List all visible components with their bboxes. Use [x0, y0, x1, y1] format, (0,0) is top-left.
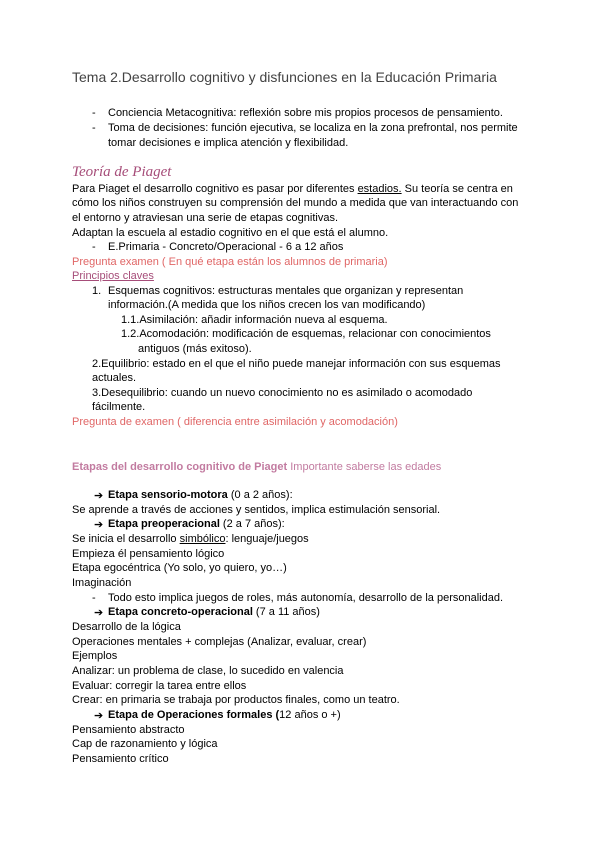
desequilibrio-line2: fácilmente.: [92, 401, 146, 413]
equilibrio-line1: 2.Equilibrio: estado en el que el niño puede manejar información con sus esquemas: [92, 358, 501, 370]
stage-name: Etapa preoperacional: [108, 518, 220, 530]
stage-age: (0 a 2 años):: [227, 489, 293, 501]
stage-concreto-operacional: [108, 606, 320, 619]
stage-preoperacional: [108, 518, 285, 531]
formales-line1: Pensamiento abstracto: [72, 724, 185, 736]
preoperacional-line2: Empieza él pensamiento lógico: [72, 548, 225, 560]
preoperacional-line4: Imaginación: [72, 577, 132, 589]
page-title: Tema 2.Desarrollo cognitivo y disfunciones en la Educación Primaria: [72, 69, 497, 85]
stage-operaciones-formales: [108, 709, 341, 722]
etapas-heading: [72, 461, 441, 474]
stage-name: Etapa concreto-operacional: [108, 606, 253, 618]
piaget-para1-line2: cómo los niños construyen su comprensión del mundo a medida que van interactuando con: [72, 197, 519, 209]
esquemas-line2: información.(A medida que los niños crecen los van modificando): [108, 299, 426, 311]
piaget-para2: Adaptan la escuela al estadio cognitivo en el que está el alumno.: [72, 227, 389, 239]
etapas-heading-title: Etapas del desarrollo cognitivo de Piaget: [72, 461, 288, 473]
formales-line3: Pensamiento crítico: [72, 753, 169, 765]
acomodacion-line2: antiguos (más exitoso).: [138, 343, 252, 355]
stage-sensoriomotora: [108, 489, 293, 502]
concreto-line1: Desarrollo de la lógica: [72, 621, 181, 633]
bullet-dash: -: [92, 241, 96, 253]
arrow-icon: ➔: [94, 607, 104, 619]
arrow-icon: ➔: [94, 490, 104, 502]
esquemas-line1: Esquemas cognitivos: estructuras mentales que organizan y representan: [108, 285, 464, 297]
arrow-icon: ➔: [94, 710, 104, 722]
sensoriomotora-desc: Se aprende a través de acciones y sentidos, implica estimulación sensorial.: [72, 504, 441, 516]
exam-question-1: Pregunta examen ( En qué etapa están los alumnos de primaria): [72, 256, 388, 268]
simbolico-text-a: Se inicia el desarrollo: [72, 533, 180, 545]
stage-name: Etapa de Operaciones formales (: [108, 709, 280, 721]
concreto-line3: Ejemplos: [72, 650, 118, 662]
desequilibrio-line1: 3.Desequilibrio: cuando un nuevo conocimiento no es asimilado o acomodado: [92, 387, 473, 399]
stage-age: 12 años o +): [279, 709, 341, 721]
formales-line2: Cap de razonamiento y lógica: [72, 738, 218, 750]
principios-heading: Principios claves: [72, 270, 154, 282]
bullet-dash: -: [92, 107, 96, 119]
arrow-icon: ➔: [94, 519, 104, 531]
piaget-para1-text-b: Su teoría se centra en: [401, 183, 513, 195]
etapas-heading-note: Importante saberse las edades: [287, 461, 442, 473]
stage-name: Etapa sensorio-motora: [108, 489, 228, 501]
preoperacional-bullet: Todo esto implica juegos de roles, más autonomía, desarrollo de la personalidad.: [108, 592, 504, 604]
concreto-line5: Evaluar: corregir la tarea entre ellos: [72, 680, 247, 692]
preoperacional-line1: [72, 533, 309, 546]
piaget-heading: Teoría de Piaget: [72, 164, 172, 180]
piaget-para1-line3: el entorno y atraviesan una serie de etapas cognitivas.: [72, 212, 338, 224]
asimilacion-item: 1.1.Asimilación: añadir información nueva al esquema.: [121, 314, 388, 326]
bullet-decisiones-line2: tomar decisiones e implica atención y flexibilidad.: [108, 137, 349, 149]
primaria-stage-note: E.Primaria - Concreto/Operacional - 6 a 12 años: [108, 241, 344, 253]
acomodacion-line1: 1.2.Acomodación: modificación de esquemas, relacionar con conocimientos: [121, 328, 491, 340]
list-number-1: 1.: [92, 285, 102, 297]
estadios-term: estadios.: [357, 183, 402, 195]
bullet-metacognitiva: Conciencia Metacognitiva: reflexión sobre mis propios procesos de pensamiento.: [108, 107, 503, 119]
simbolico-text-b: : lenguaje/juegos: [225, 533, 309, 545]
piaget-para1-line1: [72, 183, 513, 196]
concreto-line2: Operaciones mentales + complejas (Analizar, evaluar, crear): [72, 636, 367, 648]
piaget-para1-text-a: Para Piaget el desarrollo cognitivo es pasar por diferentes: [72, 183, 358, 195]
simbolico-term: simbólico: [179, 533, 226, 545]
concreto-line4: Analizar: un problema de clase, lo sucedido en valencia: [72, 665, 344, 677]
bullet-decisiones-line1: Toma de decisiones: función ejecutiva, se localiza en la zona prefrontal, nos permite: [108, 122, 518, 134]
stage-age: (2 a 7 años):: [219, 518, 285, 530]
concreto-line6: Crear: en primaria se trabaja por productos finales, como un teatro.: [72, 694, 400, 706]
exam-question-2: Pregunta de examen ( diferencia entre asimilación y acomodación): [72, 416, 398, 428]
bullet-dash: -: [92, 122, 96, 134]
preoperacional-line3: Etapa egocéntrica (Yo solo, yo quiero, yo…): [72, 562, 287, 574]
equilibrio-line2: actuales.: [92, 372, 137, 384]
stage-age: (7 a 11 años): [252, 606, 320, 618]
bullet-dash: -: [92, 592, 96, 604]
